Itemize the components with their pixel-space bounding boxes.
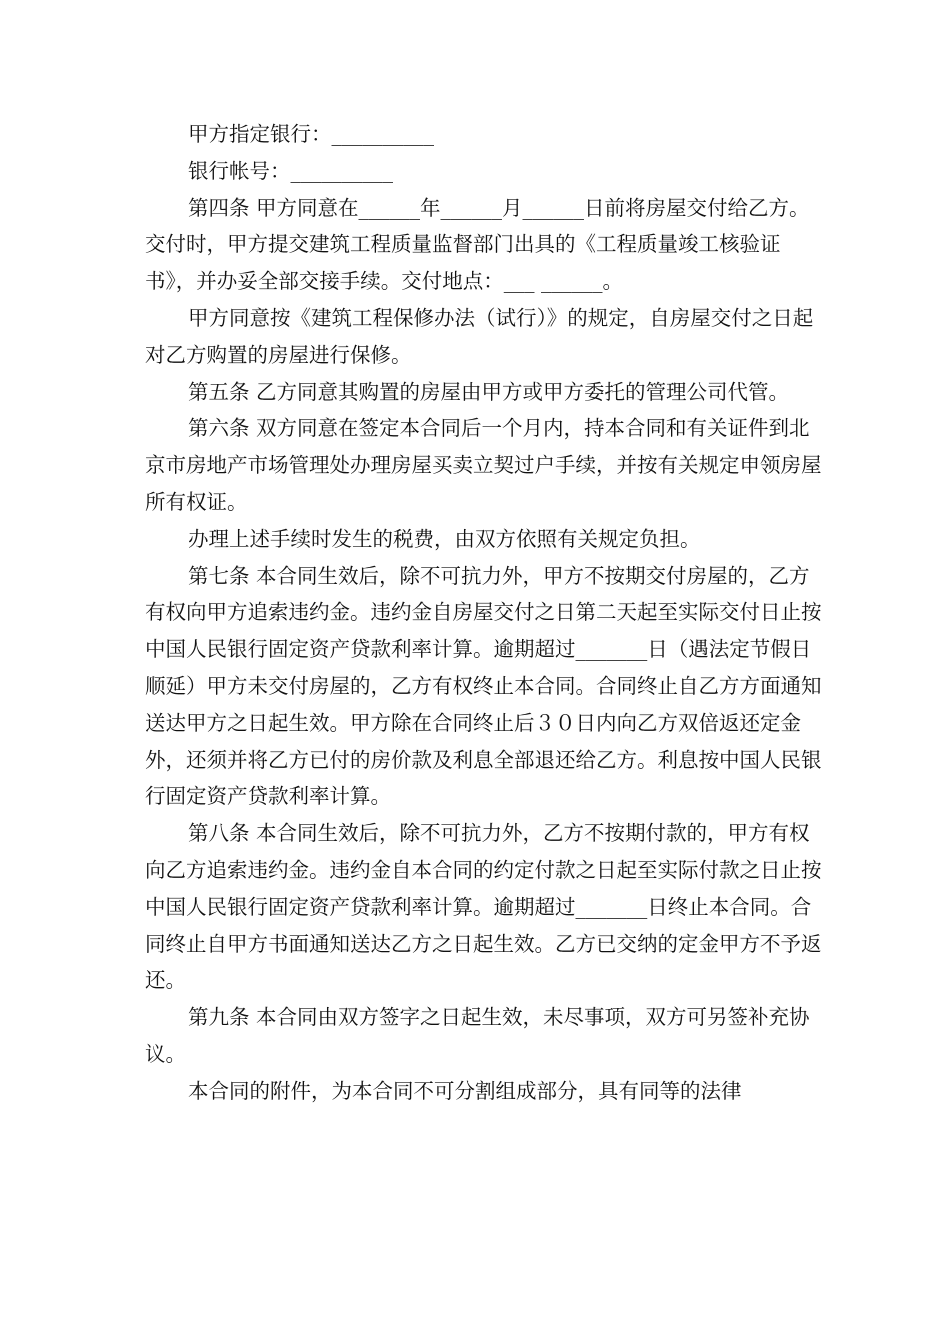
paragraph-article-9: 第九条 本合同由双方签字之日起生效，未尽事项，双方可另签补充协议。 bbox=[145, 1005, 810, 1066]
paragraph-article-8: 第八条 本合同生效后，除不可抗力外，乙方不按期付款的，甲方有权向乙方追索违约金。违约金自本合同的约定付款之日起至实际付款之日止按中国人民银行固定资产贷款利率计算。逾期超过_______日终止本合同。合同终止自甲方书面通知送达乙方之日起生效。乙方已交纳的定金甲方不予返还。 bbox=[145, 821, 822, 993]
paragraph-attachments: 本合同的附件，为本合同不可分割组成部分，具有同等的法律 bbox=[188, 1078, 742, 1103]
paragraph-article-5: 第五条 乙方同意其购置的房屋由甲方或甲方委托的管理公司代管。 bbox=[188, 379, 790, 404]
paragraph-designated-bank: 甲方指定银行：__________ bbox=[188, 122, 434, 146]
paragraph-warranty: 甲方同意按《建筑工程保修办法（试行）》的规定，自房屋交付之日起对乙方购置的房屋进行保修。 bbox=[145, 305, 814, 367]
paragraph-bank-account: 银行帐号：__________ bbox=[188, 158, 393, 183]
paragraph-article-4: 第四条 甲方同意在______年______月______日前将房屋交付给乙方。交付时，甲方提交建筑工程质量监督部门出具的《工程质量竣工核验证书》，并办妥全部交接手续。交付地点：___ ______。 bbox=[145, 195, 810, 294]
paragraph-taxes: 办理上述手续时发生的税费，由双方依照有关规定负担。 bbox=[188, 526, 701, 551]
document-body bbox=[145, 116, 825, 1110]
paragraph-article-7: 第七条 本合同生效后，除不可抗力外，甲方不按期交付房屋的，乙方有权向甲方追索违约金。违约金自房屋交付之日第二天起至实际交付日止按中国人民银行固定资产贷款利率计算。逾期超过_______日（遇法定节假日顺延）甲方未交付房屋的，乙方有权终止本合同。合同终止自乙方方面通知送达甲方之日起生效。甲方除在合同终止后３０日内向乙方双倍返还定金外，还须并将乙方已付的房价款及利息全部退还给乙方。利息按中国人民银行固定资产贷款利率计算。 bbox=[145, 563, 822, 809]
paragraph-article-6: 第六条 双方同意在签定本合同后一个月内，持本合同和有关证件到北京市房地产市场管理处办理房屋买卖立契过户手续，并按有关规定申领房屋所有权证。 bbox=[145, 416, 822, 514]
